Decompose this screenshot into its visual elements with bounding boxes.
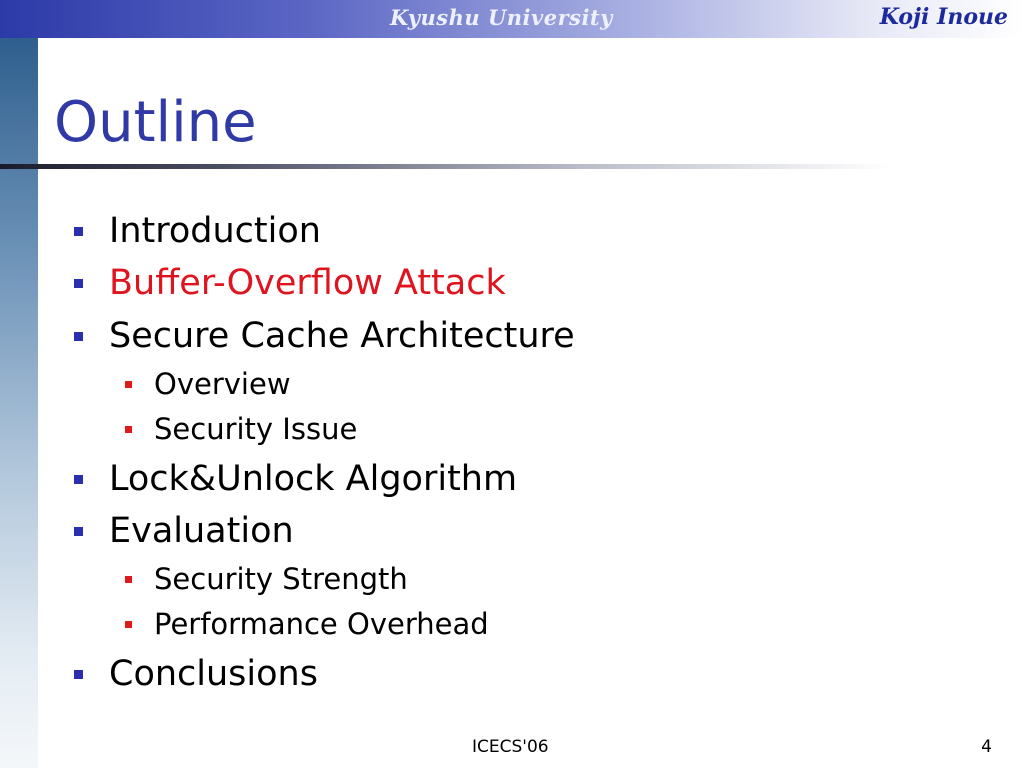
footer-conference: ICECS'06 <box>472 737 549 757</box>
bullet-square-icon <box>74 527 83 536</box>
outline-subitem-label: Overview <box>154 367 291 401</box>
outline-item-label: Buffer-Overflow Attack <box>109 263 506 303</box>
bullet-square-icon <box>125 426 132 433</box>
bullet-square-icon <box>74 227 83 236</box>
outline-item-label: Evaluation <box>109 511 294 551</box>
outline-item-label: Lock&Unlock Algorithm <box>109 459 518 499</box>
outline-item-label: Secure Cache Architecture <box>109 316 575 356</box>
slide-title: Outline <box>54 90 257 155</box>
bullet-square-icon <box>74 332 83 341</box>
side-band <box>0 38 38 768</box>
bullet-square-icon <box>125 576 132 583</box>
outline-subitem-label: Performance Overhead <box>154 607 489 641</box>
bullet-square-icon <box>74 475 83 484</box>
outline-item-label: Conclusions <box>109 654 318 694</box>
footer-page-number: 4 <box>981 737 992 757</box>
outline-subitem-label: Security Strength <box>154 562 408 596</box>
header-organization: Kyushu University <box>390 5 613 30</box>
title-divider <box>0 164 890 169</box>
outline-item-label: Introduction <box>109 211 321 251</box>
bullet-square-icon <box>125 381 132 388</box>
outline-subitem-label: Security Issue <box>154 412 358 446</box>
bullet-square-icon <box>125 621 132 628</box>
bullet-square-icon <box>74 670 83 679</box>
header-author: Koji Inoue <box>879 4 1008 30</box>
bullet-square-icon <box>74 279 83 288</box>
